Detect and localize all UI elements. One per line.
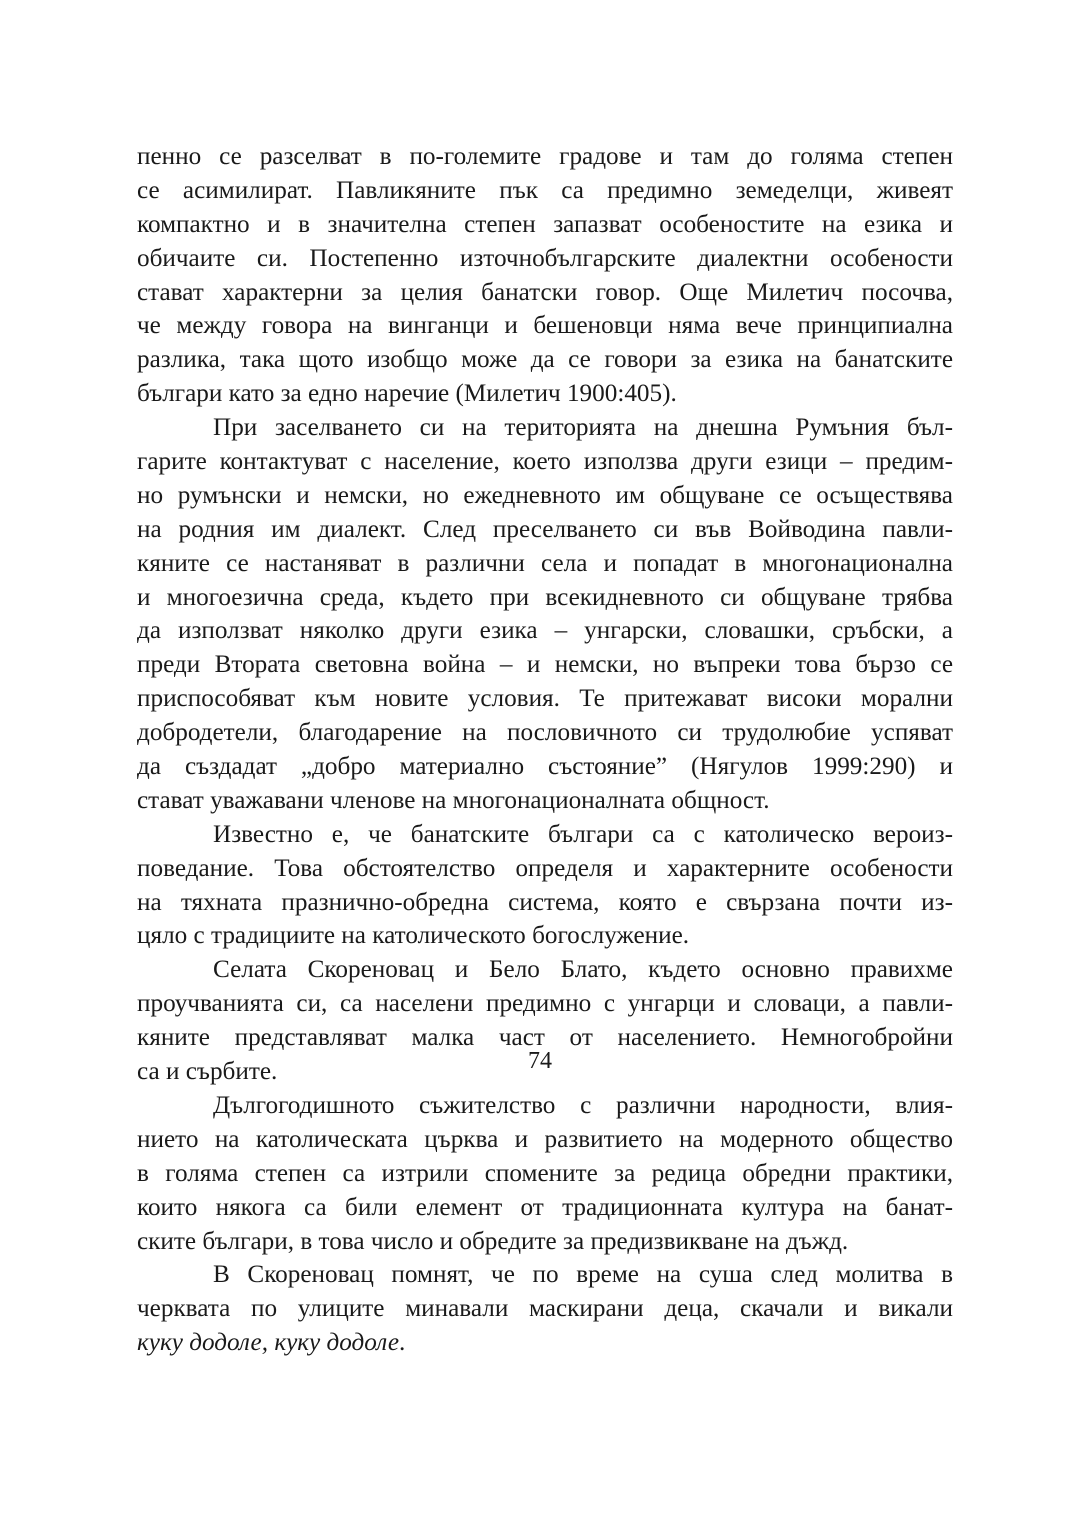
text-line: Известно е, че банатските българи са с католическо вероиз-: [213, 820, 953, 848]
italic-tail: .: [399, 1329, 406, 1357]
text-line: стават уважавани членове на многонационалната общност.: [137, 786, 770, 814]
text-line: гарите контактуват с население, което използва други езици – предим-: [137, 448, 953, 476]
text-line: стават характерни за целия банатски говор. Още Милетич посочва,: [137, 278, 953, 306]
text-line: пенно се разселват в по-големите градове и там до голяма степен: [137, 143, 953, 170]
text-line: са и сърбите.: [137, 1058, 278, 1086]
italic-phrase: куку додоле, куку додоле: [137, 1329, 400, 1357]
text-line: разлика, така щото изобщо може да се говори за езика на банатските: [137, 346, 953, 374]
text-line: в голяма степен са изтрили спомените за редица обредни практики,: [137, 1159, 953, 1187]
text-line: ските българи, в това число и обредите за предизвикване на дъжд.: [137, 1227, 849, 1255]
text-line: нието на католическата църква и развитието на модерното общество: [137, 1125, 953, 1153]
text-line: кяните се настаняват в различни села и попадат в многонационална: [137, 549, 953, 577]
text-line: При заселването си на територията на днешна Румъния бъл-: [213, 414, 953, 442]
text-line: се асимилират. Павликяните пък са предимно земеделци, живеят: [137, 176, 953, 204]
text-line: черквата по улиците минавали маскирани деца, скачали и викали: [137, 1295, 953, 1323]
paragraph-2: [137, 411, 953, 818]
page-number: 74: [528, 1048, 552, 1074]
text-line: и многоезична среда, където при всекидневното си общуване трябва: [137, 583, 953, 611]
text-line: поведание. Това обстоятелство определя и характерните особености: [137, 854, 953, 882]
text-line: че между говора на винганци и бешеновци няма вече принципиална: [137, 312, 953, 340]
text-line: добродетели, благодарение на пословичното си трудолюбие успяват: [137, 719, 953, 747]
text-line: да използват няколко други езика – унгарски, словашки, сръбски, а: [137, 617, 953, 645]
paragraph-3: [137, 818, 953, 954]
text-line: на тяхната празнично-обредна система, която е свързана почти из-: [137, 888, 953, 916]
text-line: преди Втората световна война – и немски, но въпреки това бързо се: [137, 651, 953, 679]
text-line: обичаите си. Постепенно източнобългарските диалектни особености: [137, 244, 953, 272]
text-line-italic: [137, 1326, 953, 1360]
text-line: на родния им диалект. След преселването си във Войводина павли-: [137, 515, 953, 543]
paragraph-1: [137, 140, 953, 411]
text-line: но румънски и немски, но ежедневното им общуване се осъществява: [137, 481, 953, 509]
text-line: компактно и в значителна степен запазват особеностите на езика и: [137, 210, 953, 238]
paragraph-6: [137, 1258, 953, 1360]
text-line: Дългогодишното съжителство с различни народности, влия-: [213, 1091, 953, 1119]
text-line: Селата Скореновац и Бело Блато, където основно правихме: [213, 956, 953, 984]
text-line: В Скореновац помнят, че по време на суша след молитва в: [213, 1261, 953, 1289]
text-line: проучванията си, са населени предимно с унгарци и словаци, а павли-: [137, 990, 953, 1018]
text-line: кяните представляват малка част от населението. Немногобройни: [137, 1024, 953, 1052]
text-line: да създадат „добро материално състояние” (Нягулов 1999:290) и: [137, 753, 953, 781]
text-line: които някога са били елемент от традиционната култура на банат-: [137, 1193, 953, 1221]
text-line: цяло с традициите на католическото богослужение.: [137, 922, 690, 950]
paragraph-5: [137, 1089, 953, 1258]
text-line: българи като за едно наречие (Милетич 1900:405).: [137, 380, 677, 408]
page-body: [137, 140, 953, 1360]
text-line: приспособяват към новите условия. Те притежават високи морални: [137, 685, 953, 713]
